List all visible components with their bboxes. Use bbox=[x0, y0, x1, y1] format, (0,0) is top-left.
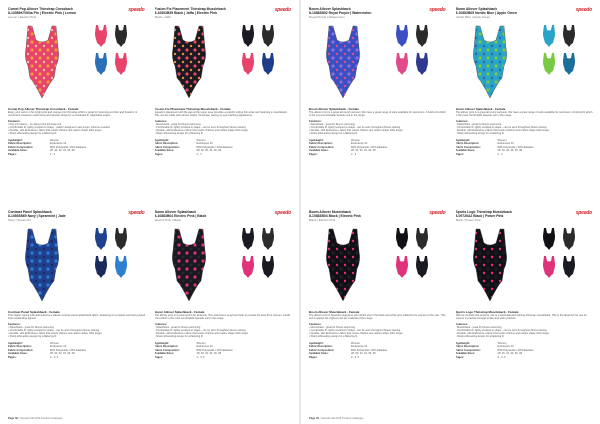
product-title: Boom Allover Muscleback bbox=[309, 210, 352, 214]
catalogue-page-right bbox=[301, 0, 600, 424]
spec-value: 28, 30, 32, 34, 36, 38 bbox=[497, 149, 523, 153]
product-title: Fusion Fix Placement Thinstrap Muscleback bbox=[154, 7, 226, 11]
spec-key: Pages: bbox=[455, 356, 465, 359]
spec-value: 80% Polyamide / 20% Elastane bbox=[50, 145, 87, 149]
spec-value: 2 - 3, 5 bbox=[196, 356, 205, 359]
spec-value: 2 - 3 bbox=[196, 153, 202, 156]
product-colorway: Electric Pink | Black bbox=[154, 218, 181, 222]
swimsuit-thumbnail bbox=[239, 255, 257, 279]
feature-item: • Durable, with Endurance+ fabric that resists chlorine and retains shape 100x longer bbox=[455, 129, 550, 133]
feature-item: • Comfortable fit, lightly sculpted to shape - can be worn throughout fitness training bbox=[309, 126, 401, 130]
spec-key: Age/Height: bbox=[8, 138, 23, 142]
product-card bbox=[8, 210, 147, 405]
product-specs bbox=[456, 139, 595, 157]
spec-value: 28, 30, 32, 34, 36, 38 bbox=[351, 352, 376, 356]
product-header bbox=[155, 210, 294, 227]
swimsuit-thumbnail bbox=[259, 24, 277, 48]
swimsuit-thumbnail bbox=[112, 227, 130, 251]
product-colorway: Royal Purple | Watermelon bbox=[309, 15, 345, 19]
product-colorway: Nordic Blue | Apple Green bbox=[455, 15, 491, 19]
features-heading: Features: bbox=[309, 321, 322, 326]
swimsuit-thumbnail bbox=[393, 24, 411, 48]
spec-key: Available Sizes: bbox=[8, 352, 28, 356]
speedo-logo: speedo bbox=[429, 210, 446, 216]
product-specs bbox=[309, 342, 448, 360]
product-header bbox=[155, 7, 294, 24]
swimsuit-thumbnail bbox=[239, 24, 257, 48]
spec-key: Available Sizes: bbox=[154, 352, 175, 356]
product-title: Sports Logo Thinstrap Muscleback bbox=[455, 210, 513, 214]
feature-item: • Muscleback - great for fitness swimming bbox=[455, 325, 502, 329]
spec-key: Age/Height: bbox=[455, 138, 471, 142]
feature-item: • Comfortable fit, lightly sculpted to shape - can be worn throughout fitness training bbox=[455, 329, 547, 333]
product-desc-title: Boom Allover Splashback - Female bbox=[309, 107, 359, 111]
footer-prefix: Page bbox=[309, 417, 316, 420]
spec-value: 2 - 3, 5 bbox=[50, 356, 59, 359]
spec-key: Age/Height: bbox=[309, 138, 324, 142]
spec-key: Pages: bbox=[154, 153, 164, 156]
speedo-logo: speedo bbox=[274, 210, 291, 216]
product-colorway: Black | Electric Pink bbox=[309, 218, 336, 222]
spec-key: Available Sizes: bbox=[309, 149, 329, 153]
spec-key: Fabric Description: bbox=[455, 142, 480, 146]
product-images bbox=[155, 24, 294, 102]
spec-row bbox=[8, 356, 147, 360]
product-code: 8-10883B05 Nordic Blue | Apple Green bbox=[455, 11, 517, 15]
product-colorway: Black | Jaffa bbox=[154, 15, 171, 19]
swimsuit-thumbnail bbox=[540, 24, 558, 48]
spec-key: Age/Height: bbox=[455, 341, 471, 345]
feature-item: • Durable, with Endurance+ fabric that resists chlorine and retains shape 100x longer bbox=[455, 332, 550, 336]
product-code: 8-10893B39 Black | Jaffa | Electric Pink bbox=[154, 11, 218, 15]
spec-value: 28, 30, 32, 34, 36, 38 bbox=[50, 352, 75, 356]
spec-key: Pages: bbox=[309, 356, 318, 359]
spec-value: Women bbox=[50, 138, 59, 142]
spec-row bbox=[309, 153, 448, 157]
product-card bbox=[155, 210, 294, 405]
spec-value: Women bbox=[351, 341, 360, 345]
spec-key: Fabric Composition: bbox=[8, 348, 34, 352]
product-card bbox=[309, 210, 448, 405]
spec-key: Fabric Composition: bbox=[309, 348, 335, 352]
product-title: Boom Allover Splashback bbox=[154, 210, 197, 214]
product-header bbox=[456, 210, 595, 227]
swimsuit-main-image bbox=[462, 227, 518, 303]
spec-value: 28, 30, 32, 34, 36, 38 bbox=[497, 352, 523, 356]
product-images bbox=[8, 24, 147, 102]
speedo-logo: speedo bbox=[274, 7, 291, 13]
swimsuit-thumbnail bbox=[560, 52, 578, 76]
product-card bbox=[456, 7, 595, 202]
product-description: The allover print is a great all-round swimsuit. We have a great range of suits available for swimmers. A bold print which is the most comfortable Speedo suit in the range. bbox=[309, 111, 446, 118]
spec-key: Fabric Description: bbox=[309, 142, 333, 146]
spec-key: Fabric Description: bbox=[154, 345, 179, 349]
swimsuit-thumbnail bbox=[259, 255, 277, 279]
spec-value: Endurance 10 bbox=[50, 345, 67, 349]
product-grid bbox=[309, 7, 594, 405]
spec-value: 80% Polyamide / 20% Elastane bbox=[497, 145, 534, 149]
swimsuit-thumbnail bbox=[393, 255, 411, 279]
feature-item: • Splashback - great for fitness swimming bbox=[154, 325, 201, 329]
swimsuit-thumbnail bbox=[112, 52, 130, 76]
page-footer: Page 40 | Speedo Fall 2014 Product Catalogue bbox=[309, 417, 364, 420]
feature-item: • Comfortable fit, lightly sculpted to shape - can be worn throughout fitness training bbox=[154, 126, 246, 130]
product-specs bbox=[309, 139, 448, 157]
product-title: Boom Allover Splashback bbox=[455, 7, 498, 11]
spec-value: Women bbox=[50, 341, 59, 345]
features-heading: Features: bbox=[309, 118, 322, 123]
product-description: Enjoy your swim in this bright pink and orange print thinstrap which is great for improving comfort and freedom of movement. Features mesh lining and slender straps for a crossback fit. Adjustable straps. bbox=[8, 111, 138, 118]
product-header bbox=[309, 7, 448, 24]
spec-key: Fabric Description: bbox=[8, 345, 32, 349]
speedo-logo: speedo bbox=[128, 210, 145, 216]
swimsuit-thumbnail bbox=[259, 52, 277, 76]
spec-value: 28, 30, 32, 34, 36, 38 bbox=[196, 352, 222, 356]
features-heading: Features: bbox=[8, 118, 21, 123]
swimsuit-thumbnail bbox=[560, 24, 578, 48]
feature-item: • Durable, with Endurance+ fabric that resists chlorine and retains shape 100x longer bbox=[154, 129, 249, 133]
product-colorway: Lemon | Electric Pink bbox=[8, 15, 37, 19]
product-specs bbox=[456, 342, 595, 360]
product-specs bbox=[155, 342, 294, 360]
product-images bbox=[8, 227, 147, 305]
spec-key: Available Sizes: bbox=[455, 149, 476, 153]
spec-value: 2 - 3 bbox=[50, 153, 56, 156]
spec-key: Fabric Composition: bbox=[8, 145, 34, 149]
feature-item: • Sharp silhouetting design for a flattering fit bbox=[309, 132, 358, 136]
spec-key: Pages: bbox=[8, 153, 17, 156]
product-description: The allover print is a great option for all levels. This swimsuit is tough and built to provide the best fit for women. A bold print which is the most comfortable Speedo suit in the range. bbox=[154, 314, 291, 321]
spec-value: 2 - 3 bbox=[497, 153, 503, 156]
spec-key: Fabric Description: bbox=[8, 142, 32, 146]
spec-key: Available Sizes: bbox=[154, 149, 175, 153]
spec-key: Fabric Description: bbox=[309, 345, 333, 349]
speedo-logo: speedo bbox=[128, 7, 145, 13]
feature-item: • Durable, with Endurance+ fabric that resists chlorine and retains shape 100x longer bbox=[154, 332, 249, 336]
swimsuit-thumbnail bbox=[393, 227, 411, 251]
footer-text: Speedo Fall 2014 Product Catalogue bbox=[320, 417, 364, 420]
product-desc-title: Sports Logo Thinstrap Muscleback - Female bbox=[455, 310, 519, 314]
spec-value: 80% Polyamide / 20% Elastane bbox=[351, 145, 388, 149]
swimsuit-thumbnail bbox=[112, 24, 130, 48]
spec-key: Available Sizes: bbox=[8, 149, 28, 153]
product-card bbox=[155, 7, 294, 202]
footer-text: Speedo Fall 2014 Product Catalogue bbox=[19, 417, 63, 420]
product-images bbox=[309, 227, 448, 305]
speedo-logo: speedo bbox=[575, 210, 592, 216]
spec-key: Fabric Description: bbox=[455, 345, 480, 349]
feature-item: • Comfortable fit, lightly sculpted to shape - can be worn throughout fitness training bbox=[154, 329, 246, 333]
spec-key: Pages: bbox=[8, 356, 17, 359]
feature-item: • Durable, with Endurance+ fabric that resists chlorine and retains shape 100x longer bbox=[309, 129, 403, 133]
page-footer: Page 39 | Speedo Fall 2014 Product Catalogue bbox=[8, 417, 63, 420]
swimsuit-thumbnail bbox=[92, 52, 110, 76]
spec-value: Endurance 10 bbox=[497, 345, 514, 349]
product-title: Comet Pop Allover Thinstrap Crossback bbox=[8, 7, 73, 11]
product-header bbox=[8, 7, 147, 24]
spec-row bbox=[309, 356, 448, 360]
feature-item: • Splashback - great for fitness swimming bbox=[8, 325, 54, 329]
spec-value: Endurance 10 bbox=[196, 142, 213, 146]
swimsuit-thumbnail bbox=[413, 227, 431, 251]
feature-item: • Splashback - great for fitness swimming bbox=[455, 122, 502, 126]
spec-value: 2 - 3, 5 bbox=[351, 356, 360, 359]
spec-value: Women bbox=[497, 341, 507, 345]
product-images bbox=[456, 24, 595, 102]
features-heading: Features: bbox=[455, 118, 469, 123]
product-description: Speedo's placement with the gap at the upper area provides a graphic styling thin-strap suit featuring a muscleback. This can be made with narrow straps, thinstraps, having an eye-catching appearance. bbox=[154, 111, 288, 118]
swimsuit-thumbnail bbox=[239, 52, 257, 76]
footer-page-number: 40 bbox=[315, 417, 319, 420]
feature-item: • Durable, with Endurance+ fabric that resists chlorine and retains shape 100x longer bbox=[8, 332, 102, 336]
feature-item: • Sharp silhouetting design for a flattering fit bbox=[455, 132, 504, 136]
spec-key: Available Sizes: bbox=[455, 352, 476, 356]
spec-row bbox=[155, 356, 294, 360]
feature-item: • Pop print allover - an allover print thinstrap suit bbox=[8, 122, 62, 126]
product-code: 8-10089KY063a Pin | Electric Pink | Lemon bbox=[8, 11, 77, 15]
feature-item: • Muscleback - great for fitness swimming bbox=[154, 122, 201, 126]
product-desc-title: Comet Pop Allover Thinstrap Crossback - Female bbox=[8, 107, 79, 111]
spec-value: Women bbox=[196, 138, 206, 142]
feature-item: • Durable, with Endurance+ fabric that resists chlorine and retains shape 100x longer bbox=[309, 332, 403, 336]
swimsuit-main-image bbox=[14, 24, 70, 100]
product-code: 8-10883B04 Electric Pink | Black bbox=[154, 214, 207, 218]
product-specs bbox=[8, 139, 147, 157]
spec-row bbox=[456, 153, 595, 157]
spec-value: Women bbox=[196, 341, 206, 345]
spec-key: Pages: bbox=[455, 153, 465, 156]
product-images bbox=[456, 227, 595, 305]
spec-row bbox=[456, 356, 595, 360]
product-code: 8-10883B04 Black | Electric Pink bbox=[309, 214, 361, 218]
feature-item: • Comfortable fit, lightly sculpted to shape - can be worn throughout fitness training bbox=[8, 329, 100, 333]
spec-value: Women bbox=[497, 138, 507, 142]
feature-item: • Comfortable fit, lightly sculpted to shape - can be worn throughout fitness training bbox=[309, 329, 401, 333]
spec-key: Age/Height: bbox=[8, 341, 23, 345]
spec-value: 80% Polyamide / 20% Elastane bbox=[196, 145, 233, 149]
product-description: The allover print is a great all-round swimsuit. We have a great range of suits available for swimmers. A bold print which is the most comfortable Speedo suit in the range. bbox=[455, 111, 593, 118]
feature-item: • Sharp silhouetting design for a flattering fit bbox=[154, 132, 203, 136]
spec-key: Pages: bbox=[309, 153, 318, 156]
features-heading: Features: bbox=[8, 321, 21, 326]
swimsuit-thumbnail bbox=[413, 24, 431, 48]
speedo-logo: speedo bbox=[429, 7, 446, 13]
swimsuit-thumbnail bbox=[413, 52, 431, 76]
swimsuit-thumbnail bbox=[393, 52, 411, 76]
spec-value: 28, 30, 32, 34, 36, 38 bbox=[50, 149, 75, 153]
spec-key: Fabric Composition: bbox=[455, 348, 481, 352]
spec-key: Fabric Composition: bbox=[154, 348, 180, 352]
spec-row bbox=[155, 153, 294, 157]
product-colorway: Black | Power Pink bbox=[455, 218, 481, 222]
product-header bbox=[8, 210, 147, 227]
swimsuit-main-image bbox=[315, 24, 371, 100]
swimsuit-main-image bbox=[14, 227, 70, 303]
spec-value: Endurance 10 bbox=[351, 345, 368, 349]
product-images bbox=[155, 227, 294, 305]
product-grid bbox=[8, 7, 293, 405]
swimsuit-thumbnail bbox=[540, 227, 558, 251]
spec-value: 28, 30, 32, 34, 36, 38 bbox=[351, 149, 376, 153]
product-desc-title: Boom Allover Splashback - Female bbox=[154, 310, 205, 314]
product-description: With its contrast pink accents, this is a well-balanced training thinstrap muscleback. This is the ideal suit for use for anyone to practise through stroke and swim practice. bbox=[455, 314, 587, 321]
spec-key: Age/Height: bbox=[309, 341, 324, 345]
swimsuit-thumbnail bbox=[259, 227, 277, 251]
swimsuit-thumbnail bbox=[112, 255, 130, 279]
spec-key: Fabric Description: bbox=[154, 142, 179, 146]
product-images bbox=[309, 24, 448, 102]
swimsuit-thumbnail bbox=[560, 255, 578, 279]
product-code: 8-09726A2 Black | Power Pink bbox=[455, 214, 504, 218]
product-card bbox=[309, 7, 448, 202]
spec-value: Endurance 10 bbox=[50, 142, 67, 146]
spec-key: Fabric Composition: bbox=[154, 145, 180, 149]
spec-value: 80% Polyamide / 20% Elastane bbox=[50, 348, 87, 352]
feature-item: • Sharp silhouetting design for a flattering fit bbox=[309, 335, 358, 339]
spec-value: 28, 30, 32, 34, 36, 38 bbox=[196, 149, 222, 153]
feature-item: • Sharp silhouetting design for a flattering fit bbox=[8, 132, 57, 136]
footer-prefix: Page bbox=[8, 417, 15, 420]
product-description: This classic racing swimsuit features a classic contrast panel splashback fabric. Featuring it's a classic swimming styled look outstanding appeal. bbox=[8, 314, 146, 321]
product-card bbox=[8, 7, 147, 202]
spec-value: 2 - 3 bbox=[351, 153, 357, 156]
product-header bbox=[309, 210, 448, 227]
product-title: Contrast Panel Splashback bbox=[8, 210, 52, 214]
swimsuit-thumbnail bbox=[92, 227, 110, 251]
swimsuit-main-image bbox=[315, 227, 371, 303]
swimsuit-thumbnail bbox=[413, 255, 431, 279]
features-heading: Features: bbox=[154, 118, 168, 123]
product-title: Boom Allover Splashback bbox=[309, 7, 351, 11]
feature-item: • Comfortable fit, lightly sculpted to shape - pattern designed to last longer, chlorine resistant bbox=[8, 126, 110, 130]
feature-item: • Sharp silhouetting design for a flattering fit bbox=[455, 335, 504, 339]
product-card bbox=[456, 210, 595, 405]
swimsuit-main-image bbox=[161, 227, 217, 303]
swimsuit-thumbnail bbox=[239, 227, 257, 251]
spec-value: 80% Polyamide / 20% Elastane bbox=[196, 348, 233, 352]
feature-item: • Sharp silhouetting design for a flattering fit bbox=[154, 335, 203, 339]
catalogue-page-left bbox=[0, 0, 299, 424]
product-desc-title: Fusion Fix Placement Thinstrap Muscleback - Female bbox=[154, 107, 231, 111]
spec-key: Available Sizes: bbox=[309, 352, 329, 356]
product-description: The allover print is Speedo's signature print which sits in the black and white print collection for women of the mile. This suit is always the highest cost per material of the range. bbox=[309, 314, 446, 321]
spec-value: Endurance 10 bbox=[196, 345, 213, 349]
spec-key: Age/Height: bbox=[154, 341, 170, 345]
product-desc-title: Contrast Panel Splashback - Female bbox=[8, 310, 60, 314]
spec-key: Age/Height: bbox=[154, 138, 170, 142]
speedo-logo: speedo bbox=[575, 7, 592, 13]
features-heading: Features: bbox=[455, 321, 469, 326]
swimsuit-thumbnail bbox=[560, 227, 578, 251]
product-desc-title: Boom Allover Splashback - Female bbox=[455, 107, 506, 111]
spec-value: Endurance 10 bbox=[351, 142, 368, 146]
spec-key: Fabric Composition: bbox=[455, 145, 481, 149]
feature-item: • Durable, with Endurance+ fabric that resists chlorine and retains shape 100x longer bbox=[8, 129, 102, 133]
feature-item: • Muscleback - great for fitness swimming bbox=[309, 325, 356, 329]
features-heading: Features: bbox=[154, 321, 168, 326]
swimsuit-main-image bbox=[462, 24, 518, 100]
feature-item: • Sharp silhouetting design for a flattering fit bbox=[8, 335, 57, 339]
product-desc-title: Boom Allover Muscleback - Female bbox=[309, 310, 360, 314]
feature-item: • Splashback - great for fitness swimming bbox=[309, 122, 355, 126]
swimsuit-thumbnail bbox=[540, 52, 558, 76]
swimsuit-thumbnail bbox=[92, 24, 110, 48]
spec-value: 80% Polyamide / 20% Elastane bbox=[497, 348, 534, 352]
swimsuit-thumbnail bbox=[92, 255, 110, 279]
product-header bbox=[456, 7, 595, 24]
spec-value: Women bbox=[351, 138, 360, 142]
product-specs bbox=[8, 342, 147, 360]
feature-item: • Comfortable fit, lightly sculpted to shape - can be worn throughout fitness training bbox=[455, 126, 547, 130]
swimsuit-main-image bbox=[161, 24, 217, 100]
product-code: 8-10893B69 Navy | Spearmint | Jade bbox=[8, 214, 66, 218]
spec-key: Fabric Composition: bbox=[309, 145, 335, 149]
footer-page-number: 39 bbox=[14, 417, 18, 420]
spec-value: 2 - 3, 5 bbox=[497, 356, 506, 359]
spec-row bbox=[8, 153, 147, 157]
product-colorway: Navy | Spearmint bbox=[8, 218, 31, 222]
spec-key: Pages: bbox=[154, 356, 164, 359]
product-code: 8-10883B02 Royal Purple | Watermelon bbox=[309, 11, 372, 15]
spec-value: 80% Polyamide / 20% Elastane bbox=[351, 348, 388, 352]
swimsuit-thumbnail bbox=[540, 255, 558, 279]
product-specs bbox=[155, 139, 294, 157]
spec-value: Endurance 10 bbox=[497, 142, 514, 146]
